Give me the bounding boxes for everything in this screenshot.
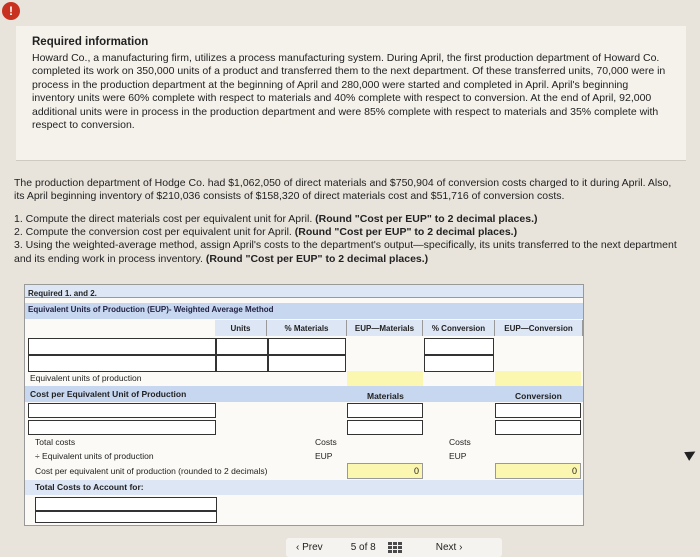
row1-units-input[interactable] bbox=[216, 338, 268, 355]
col-pct-conversion-header: % Conversion bbox=[423, 320, 495, 336]
row2-pct-mat-input[interactable] bbox=[268, 355, 346, 372]
equiv-units-prod-label: ÷ Equivalent units of production bbox=[35, 451, 154, 461]
eup-table bbox=[24, 284, 584, 526]
page-total: 8 bbox=[370, 542, 376, 553]
cost-per-rounded-label: Cost per equivalent unit of production (rounded to 2 decimals) bbox=[35, 466, 268, 476]
prev-button[interactable] bbox=[286, 542, 333, 553]
cost-row2-mat-input[interactable] bbox=[347, 420, 423, 435]
account-row2-input[interactable] bbox=[35, 511, 217, 523]
required-info-paragraph: Howard Co., a manufacturing firm, utilizes a process manufacturing system. During April, the first production department of Howard Co. completed its work on 350,000 units of a product and transferred them to the next department. Of these transferred units, 70,000 were in process in the production department at the beginning of April and 280,000 were started and completed in April. April's beginning inventory units were 60% complete with respect to materials and 40% complete with respect to conversion. At the end of April, 92,000 additional units were in process in the production department and were 85% complete with respect to materials and 35% complete with respect to conversion. bbox=[32, 52, 666, 132]
total-costs-label: Total costs bbox=[35, 437, 76, 447]
cost-row1-conv-input[interactable] bbox=[495, 403, 581, 418]
row1-label-input[interactable] bbox=[28, 338, 216, 355]
chevron-right-icon: › bbox=[459, 542, 463, 553]
row1-pct-mat-input[interactable] bbox=[268, 338, 346, 355]
cost-row2-conv-input[interactable] bbox=[495, 420, 581, 435]
instructions bbox=[14, 213, 684, 266]
col-units-header: Units bbox=[215, 320, 267, 336]
row2-label-input[interactable] bbox=[28, 355, 216, 372]
eup-label-conv: EUP bbox=[449, 451, 467, 461]
instruction-3 bbox=[14, 239, 684, 265]
table-title: Required 1. and 2. bbox=[25, 285, 583, 298]
instruction-3-bold: (Round "Cost per EUP" to 2 decimal places.) bbox=[205, 252, 429, 265]
cost-row1-mat-input[interactable] bbox=[347, 403, 423, 418]
cost-row1-label-input[interactable] bbox=[28, 403, 216, 418]
col-pct-materials-header: % Materials bbox=[267, 320, 347, 336]
total-to-account-label: Total Costs to Account for: bbox=[35, 482, 144, 492]
required-info-box bbox=[16, 26, 686, 161]
cost-per-label: Cost per Equivalent Unit of Production bbox=[30, 389, 187, 399]
conversion-header: Conversion bbox=[515, 391, 562, 401]
page-indicator bbox=[351, 542, 376, 553]
next-button[interactable] bbox=[426, 542, 473, 553]
next-label: Next bbox=[435, 542, 457, 553]
instruction-1-bold: (Round "Cost per EUP" to 2 decimal places.) bbox=[315, 213, 538, 225]
alert-icon: ! bbox=[2, 2, 20, 20]
instruction-2-bold: (Round "Cost per EUP" to 2 decimal places.) bbox=[294, 226, 518, 239]
eup-mat-total bbox=[347, 371, 423, 387]
costs-label-conv: Costs bbox=[449, 437, 471, 447]
col-eup-conversion-header: EUP—Conversion bbox=[495, 320, 583, 336]
eup-label-mat: EUP bbox=[315, 451, 333, 461]
instruction-3-text: 3. Using the weighted-average method, assign April's costs to the department's output—specifically, its units transferred to the next department and its ending work in process inventory. bbox=[14, 239, 677, 265]
row1-pct-conv-input[interactable] bbox=[424, 338, 494, 355]
mouse-cursor-icon bbox=[684, 447, 698, 461]
page-current: 5 bbox=[350, 542, 357, 553]
table-subtitle: Equivalent Units of Production (EUP)- Weighted Average Method bbox=[25, 303, 583, 319]
equiv-units-label: Equivalent units of production bbox=[30, 373, 142, 383]
row2-units-input[interactable] bbox=[216, 355, 268, 372]
account-row1-input[interactable] bbox=[35, 497, 217, 511]
prev-label: Prev bbox=[302, 542, 323, 553]
cost-per-conv-value: 0 bbox=[495, 463, 581, 479]
page-of: of bbox=[359, 542, 368, 553]
materials-header: Materials bbox=[367, 391, 404, 401]
col-eup-materials-header: EUP—Materials bbox=[347, 320, 423, 336]
instruction-1-text: 1. Compute the direct materials cost per equivalent unit for April. bbox=[14, 213, 316, 225]
cost-row2-label-input[interactable] bbox=[28, 420, 216, 435]
required-info-title: Required information bbox=[32, 36, 149, 48]
production-cost-text: The production department of Hodge Co. had $1,062,050 of direct materials and $750,904 of conversion costs charged to it during April. Also, its April beginning inventory of $210,036 consists of $158,320 of direct materials cost and $51,716 of conversion costs. bbox=[14, 177, 672, 203]
instruction-1 bbox=[14, 213, 684, 226]
costs-label-mat: Costs bbox=[315, 437, 337, 447]
row2-pct-conv-input[interactable] bbox=[424, 355, 494, 372]
instruction-2 bbox=[14, 226, 684, 239]
chevron-left-icon: ‹ bbox=[296, 542, 300, 553]
question-navigation bbox=[286, 538, 502, 557]
grid-icon[interactable] bbox=[388, 542, 404, 554]
instruction-2-text: 2. Compute the conversion cost per equivalent unit for April. bbox=[14, 226, 295, 239]
eup-conv-total bbox=[495, 371, 581, 387]
cost-per-mat-value: 0 bbox=[347, 463, 423, 479]
